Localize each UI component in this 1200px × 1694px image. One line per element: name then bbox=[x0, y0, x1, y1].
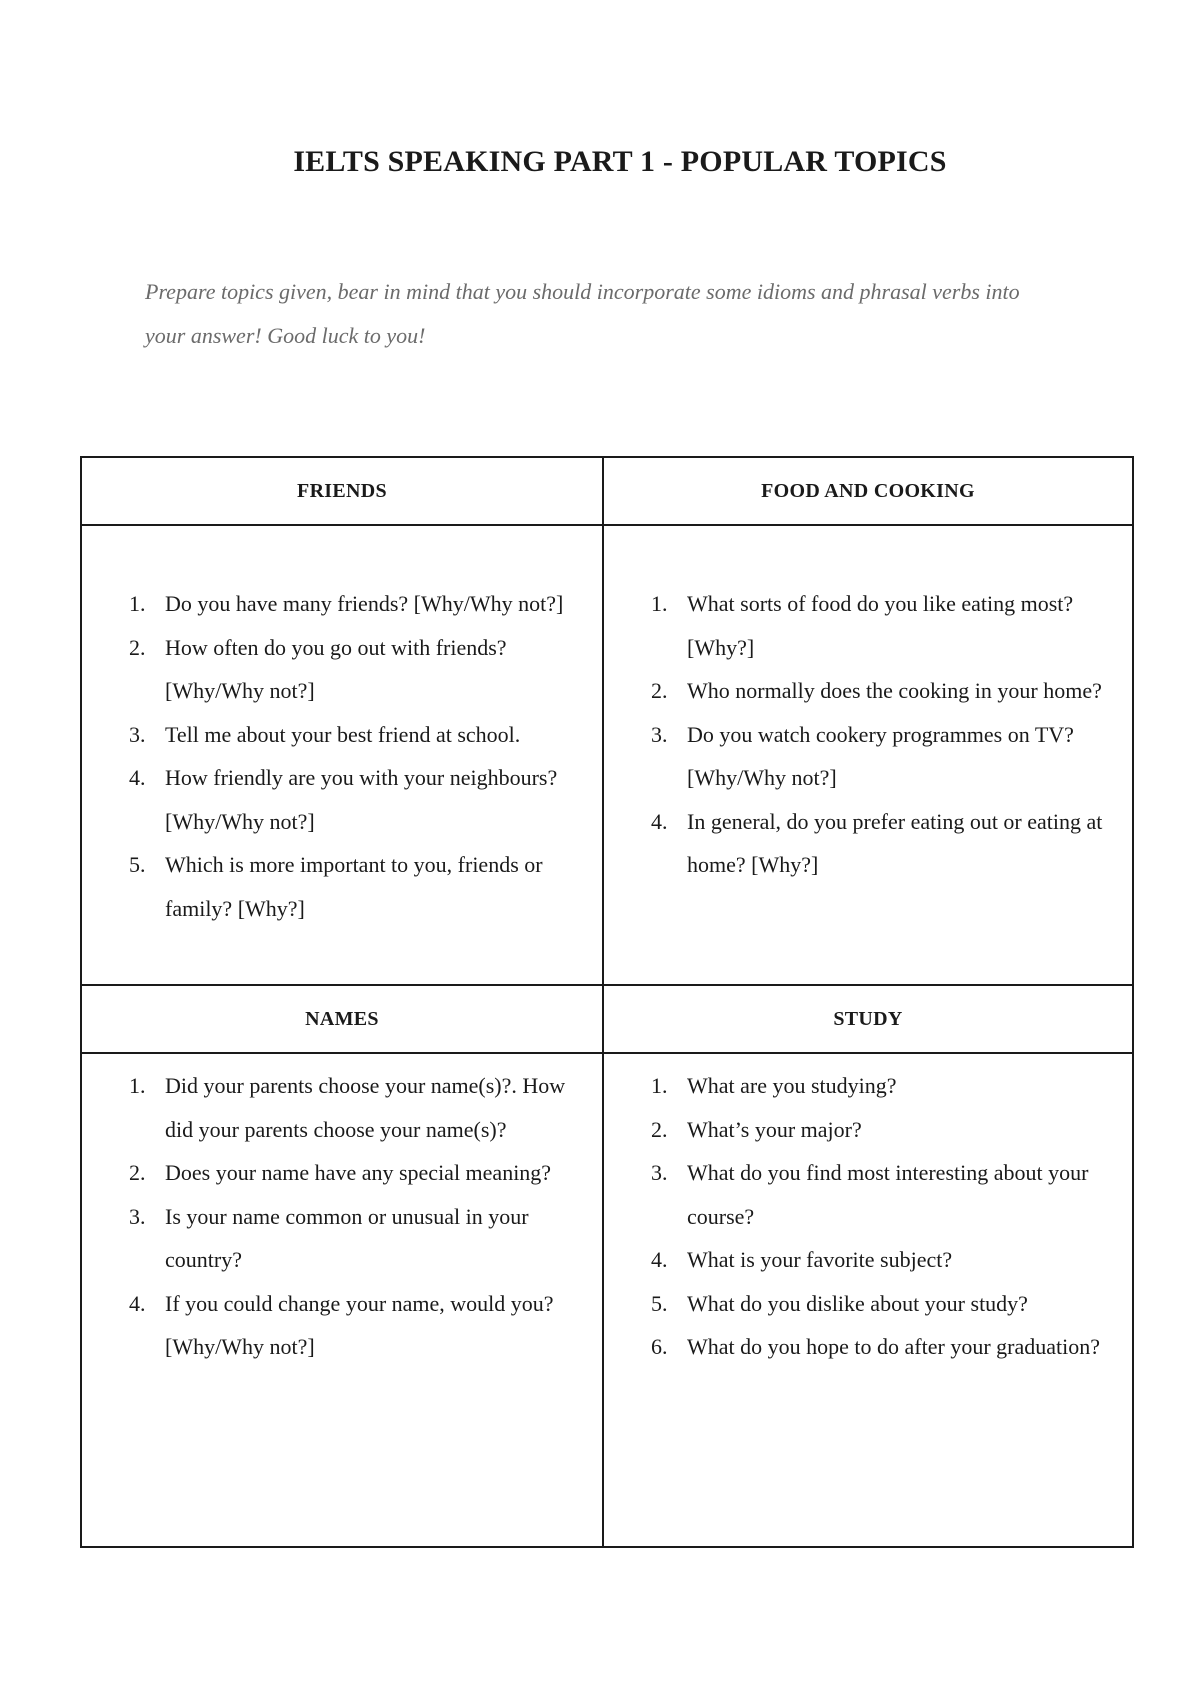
heading-names: NAMES bbox=[81, 985, 603, 1053]
question-item bbox=[604, 1108, 1132, 1152]
food-question-list bbox=[604, 582, 1132, 887]
question-number: 1. bbox=[651, 1073, 668, 1098]
question-item bbox=[604, 582, 1132, 669]
question-text: What do you find most interesting about your course? bbox=[687, 1160, 1089, 1229]
question-text: What is your favorite subject? bbox=[687, 1247, 953, 1272]
question-text: Do you have many friends? [Why/Why not?] bbox=[165, 591, 564, 616]
question-text: Which is more important to you, friends or family? [Why?] bbox=[165, 852, 543, 921]
names-question-list bbox=[82, 1064, 602, 1369]
friends-question-list bbox=[82, 582, 602, 930]
question-item bbox=[82, 1151, 602, 1195]
body-row-2 bbox=[81, 1053, 1133, 1547]
question-text: How often do you go out with friends? [Why/Why not?] bbox=[165, 634, 507, 703]
question-item bbox=[82, 713, 602, 757]
food-cell bbox=[603, 525, 1133, 985]
question-item bbox=[604, 1151, 1132, 1238]
question-item bbox=[604, 800, 1132, 887]
question-text: Who normally does the cooking in your home? bbox=[687, 678, 1102, 703]
question-number: 3. bbox=[129, 721, 146, 747]
header-row-2 bbox=[81, 985, 1133, 1053]
question-number: 4. bbox=[129, 765, 146, 790]
question-text: What do you hope to do after your graduation? bbox=[687, 1334, 1100, 1359]
question-text: How friendly are you with your neighbours? [Why/Why not?] bbox=[165, 765, 558, 834]
intro-text: Prepare topics given, bear in mind that you should incorporate some idioms and phrasal verbs into your answer! Good luck to you! bbox=[145, 279, 1020, 348]
page-title: IELTS SPEAKING PART 1 - POPULAR TOPICS bbox=[293, 145, 947, 178]
question-item bbox=[604, 713, 1132, 800]
question-text: In general, do you prefer eating out or eating at home? [Why?] bbox=[687, 808, 1103, 877]
question-text: Tell me about your best friend at school. bbox=[165, 721, 521, 747]
question-text: Do you watch cookery programmes on TV? [Why/Why not?] bbox=[687, 721, 1074, 790]
question-text: Is your name common or unusual in your country? bbox=[165, 1203, 529, 1272]
question-item bbox=[604, 1325, 1132, 1369]
question-number: 6. bbox=[651, 1334, 668, 1359]
question-item bbox=[604, 1064, 1132, 1108]
question-item bbox=[82, 1282, 602, 1369]
question-item bbox=[82, 756, 602, 843]
question-text: Did your parents choose your name(s)?. How did your parents choose your name(s)? bbox=[165, 1073, 566, 1142]
question-number: 1. bbox=[129, 1073, 146, 1098]
question-text: What sorts of food do you like eating most? [Why?] bbox=[687, 591, 1074, 660]
question-item bbox=[604, 1282, 1132, 1326]
question-item bbox=[82, 1064, 602, 1151]
heading-study: STUDY bbox=[603, 985, 1133, 1053]
study-question-list bbox=[604, 1064, 1132, 1369]
body-row-1 bbox=[81, 525, 1133, 985]
question-number: 4. bbox=[651, 1247, 668, 1272]
question-number: 1. bbox=[651, 591, 668, 616]
question-item bbox=[604, 1238, 1132, 1282]
names-cell bbox=[81, 1053, 603, 1547]
question-number: 2. bbox=[129, 634, 146, 660]
question-text: If you could change your name, would you? [Why/Why not?] bbox=[165, 1290, 554, 1359]
question-item bbox=[82, 1195, 602, 1282]
question-number: 5. bbox=[651, 1290, 668, 1316]
question-number: 5. bbox=[129, 852, 146, 877]
study-cell bbox=[603, 1053, 1133, 1547]
question-item bbox=[82, 626, 602, 713]
question-number: 4. bbox=[129, 1290, 146, 1316]
question-number: 4. bbox=[651, 808, 668, 834]
question-number: 1. bbox=[129, 591, 146, 616]
heading-food-and-cooking: FOOD AND COOKING bbox=[603, 457, 1133, 525]
question-text: Does your name have any special meaning? bbox=[165, 1160, 552, 1185]
question-text: What’s your major? bbox=[687, 1116, 862, 1142]
question-item bbox=[82, 582, 602, 626]
question-text: What do you dislike about your study? bbox=[687, 1290, 1028, 1316]
heading-friends: FRIENDS bbox=[81, 457, 603, 525]
question-number: 2. bbox=[129, 1160, 146, 1185]
question-item bbox=[82, 843, 602, 930]
question-number: 2. bbox=[651, 1116, 668, 1142]
question-text: What are you studying? bbox=[687, 1073, 897, 1098]
topics-table bbox=[80, 456, 1134, 1548]
question-item bbox=[604, 669, 1132, 713]
header-row-1 bbox=[81, 457, 1133, 525]
question-number: 2. bbox=[651, 678, 668, 703]
question-number: 3. bbox=[129, 1203, 146, 1229]
question-number: 3. bbox=[651, 1160, 668, 1185]
friends-cell bbox=[81, 525, 603, 985]
question-number: 3. bbox=[651, 721, 668, 747]
